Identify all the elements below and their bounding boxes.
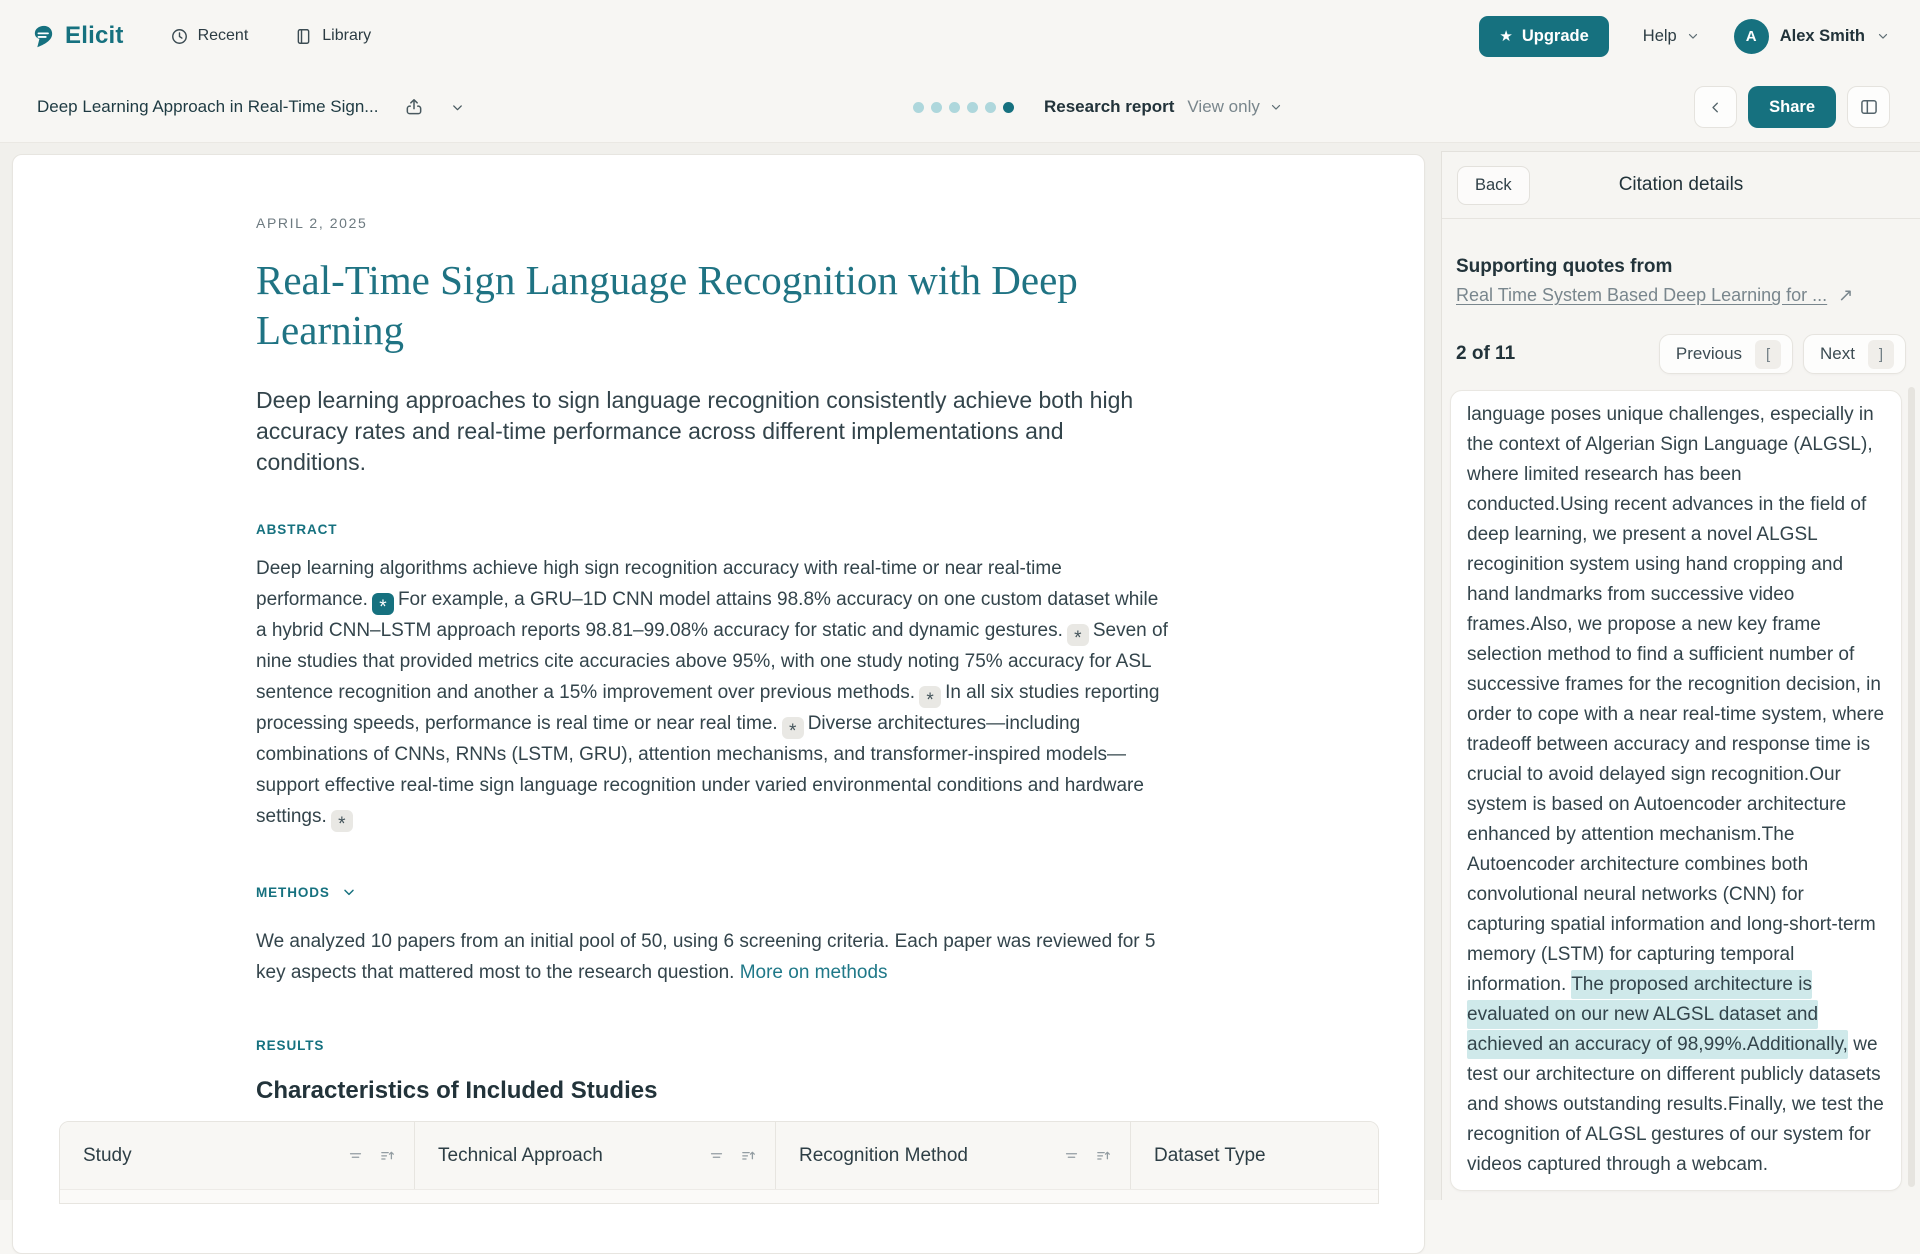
previous-shortcut-key: [ [1755, 340, 1781, 369]
document-title: Deep Learning Approach in Real-Time Sign... [37, 97, 379, 116]
panel-scrollbar[interactable] [1908, 387, 1915, 1187]
more-on-methods-link[interactable]: More on methods [739, 962, 888, 983]
book-icon [294, 27, 313, 46]
citation-panel [1441, 151, 1920, 1200]
citation-panel-title: Citation details [1618, 174, 1744, 195]
star-icon: ★ [1499, 27, 1513, 45]
methods-heading: METHODS [256, 884, 330, 900]
external-link-icon: ↗ [1838, 285, 1854, 305]
elicit-logo-icon [30, 23, 57, 50]
panel-toggle-button[interactable] [1847, 86, 1890, 128]
studies-table [59, 1121, 1379, 1204]
nav-item-label: Recent [197, 27, 249, 44]
supporting-quotes-label: Supporting quotes from [1456, 256, 1673, 277]
view-only-dropdown[interactable] [1187, 97, 1282, 117]
chevron-down-icon [341, 884, 357, 900]
app-header [0, 0, 1920, 72]
quote-position: 2 of 11 [1456, 343, 1516, 364]
nav-item-recent[interactable] [170, 27, 249, 46]
report-summary: Deep learning approaches to sign language recognition consistently achieve both high accuracy rates and real-time performance across different implementations and conditions. [256, 387, 1134, 475]
quote-text [1467, 400, 1885, 1180]
column-label: Recognition Method [799, 1144, 968, 1166]
methods-summary: We analyzed 10 papers from an initial pool of 50, using 6 screening criteria. Each paper was reviewed for 5 key aspects that mattered most to the research question. [256, 931, 1156, 983]
progress-dot [985, 102, 996, 113]
document-toolbar [0, 72, 1920, 142]
chevron-down-icon [1876, 29, 1890, 43]
progress-dot [931, 102, 942, 113]
column-label: Dataset Type [1154, 1144, 1266, 1166]
abstract-text [256, 553, 1168, 835]
next-button-label: Next [1820, 344, 1855, 363]
quote-segment: we test our architecture on different publicly datasets and shows outstanding results.Finally, we test the recognition of ALGSL gestures of our system for videos captured through a webcam. [1467, 1034, 1884, 1175]
export-document-icon[interactable] [404, 97, 424, 117]
share-button[interactable]: Share [1748, 86, 1836, 128]
quote-highlight: The proposed architecture is evaluated on our new ALGSL dataset and achieved an accuracy of 98,99%.Additionally, [1467, 970, 1848, 1059]
filter-icon[interactable] [708, 1147, 725, 1164]
back-nav-button[interactable] [1694, 86, 1737, 128]
view-only-label: View only [1187, 97, 1260, 116]
clock-icon [170, 27, 189, 46]
abstract-sentence: In all six studies reporting processing speeds, performance is real time or near real time. [256, 682, 1160, 734]
source-paper-link[interactable] [1456, 285, 1906, 306]
abstract-sentence: For example, a GRU–1D CNN model attains 98.8% accuracy on one custom dataset while a hybrid CNN–LSTM approach reports 98.81–99.08% accuracy for static and dynamic gestures. [256, 589, 1159, 641]
filter-icon[interactable] [347, 1147, 364, 1164]
citation-marker[interactable]: * [1067, 624, 1089, 646]
report-title: Real-Time Sign Language Recognition with Deep Learning [256, 257, 1078, 353]
elicit-logo-text: Elicit [65, 22, 124, 49]
document-menu-chevron-icon[interactable] [450, 100, 465, 115]
nav-item-label: Library [322, 27, 372, 44]
sort-icon[interactable] [379, 1147, 396, 1164]
progress-dot [913, 102, 924, 113]
upgrade-button[interactable] [1479, 16, 1608, 57]
progress-dots [913, 102, 1014, 113]
column-header-study [60, 1122, 415, 1189]
report-date: APRIL 2, 2025 [256, 215, 368, 231]
report-type-label: Research report [1044, 97, 1175, 116]
chevron-down-icon [1269, 100, 1283, 114]
chevron-left-icon [1707, 99, 1724, 116]
methods-toggle[interactable] [256, 884, 386, 900]
progress-dot [967, 102, 978, 113]
next-quote-button[interactable] [1803, 334, 1906, 374]
table-row [60, 1189, 1378, 1203]
column-header-recognition-method [776, 1122, 1131, 1189]
filter-icon[interactable] [1063, 1147, 1080, 1164]
avatar: A [1734, 19, 1769, 54]
citation-marker[interactable]: * [372, 593, 394, 615]
citation-marker[interactable]: * [331, 810, 353, 832]
column-header-technical-approach [415, 1122, 776, 1189]
upgrade-button-label: Upgrade [1521, 26, 1589, 45]
citation-marker[interactable]: * [782, 717, 804, 739]
studies-table-header [60, 1122, 1378, 1189]
progress-dot [949, 102, 960, 113]
layout-panel-icon [1859, 97, 1879, 117]
column-header-dataset-type [1131, 1122, 1378, 1189]
citation-marker[interactable]: * [919, 686, 941, 708]
methods-text [256, 926, 1174, 988]
abstract-sentence: Deep learning algorithms achieve high sign recognition accuracy with real-time or near real-time performance. [256, 558, 1062, 610]
source-paper-title: Real Time System Based Deep Learning for ... [1456, 285, 1828, 305]
chevron-down-icon [1686, 29, 1700, 43]
quote-segment: language poses unique challenges, especially in the context of Algerian Sign Language (ALGSL), where limited research has been conducted.Using recent advances in the field of deep learning, we present a novel ALGSL recoginition system using hand cropping and hand landmarks from successive video frames.Also, we propose a new key frame selection method to find a sufficient number of successive frames for the recognition decision, in order to cope with a near real-time system, where tradeoff between accuracy and response time is crucial to avoid delayed sign recognition.Our system is based on Autoencoder architecture enhanced by attention mechanism.The Autoencoder architecture combines both convolutional neural networks (CNN) for capturing spatial information and long-short-term memory (LSTM) for capturing temporal information. [1467, 404, 1885, 995]
column-label: Study [83, 1144, 132, 1166]
user-menu[interactable] [1734, 19, 1890, 54]
column-label: Technical Approach [438, 1144, 603, 1166]
abstract-heading: ABSTRACT [256, 522, 338, 537]
quote-card [1450, 390, 1902, 1191]
user-name: Alex Smith [1779, 26, 1865, 45]
studies-table-title: Characteristics of Included Studies [256, 1077, 658, 1104]
abstract-sentence: Diverse architectures—including combinations of CNNs, RNNs (LSTM, GRU), attention mechanisms, and transformer-inspired models—support effective real-time sign language recognition under varied environmental conditions and hardware settings. [256, 713, 1144, 827]
help-menu-label: Help [1642, 26, 1677, 45]
elicit-logo[interactable] [30, 22, 124, 50]
sort-icon[interactable] [740, 1147, 757, 1164]
previous-quote-button[interactable] [1659, 334, 1793, 374]
sort-icon[interactable] [1095, 1147, 1112, 1164]
previous-button-label: Previous [1675, 344, 1743, 363]
next-shortcut-key: ] [1868, 340, 1894, 369]
abstract-sentence: Seven of nine studies that provided metrics cite accuracies above 95%, with one study noting 75% accuracy for ASL sentence recognition and another a 15% improvement over previous methods. [256, 620, 1168, 703]
quote-pager [1456, 334, 1906, 374]
results-heading: RESULTS [256, 1038, 325, 1053]
help-menu[interactable] [1643, 27, 1700, 46]
back-button[interactable]: Back [1457, 166, 1530, 205]
progress-dot [1003, 102, 1014, 113]
report-card [12, 154, 1425, 1254]
citation-panel-header [1442, 152, 1920, 219]
nav-item-library[interactable] [294, 27, 371, 46]
